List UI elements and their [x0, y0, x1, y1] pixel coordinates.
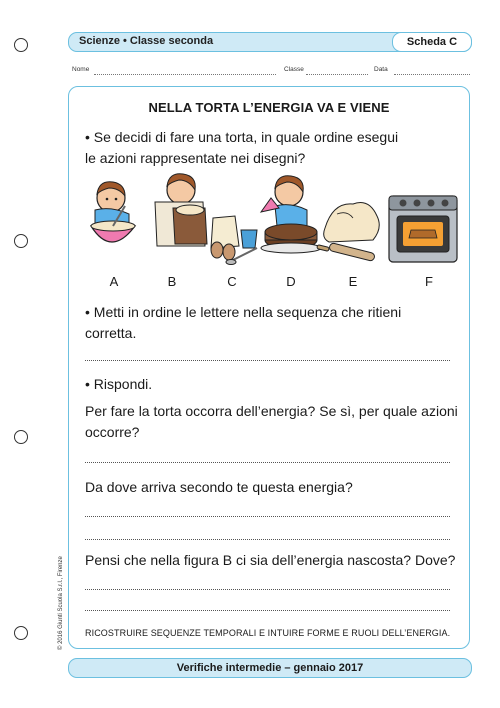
page-title: NELLA TORTA L’ENERGIA VA E VIENE: [148, 100, 390, 115]
answer-line-energy-actions[interactable]: [85, 462, 450, 463]
question-2-line-2: corretta.: [85, 325, 137, 341]
binder-hole: [14, 38, 28, 52]
answer-line-energy-source-2[interactable]: [85, 539, 450, 540]
question-3-3: Pensi che nella figura B ci sia dell’energia nascosta? Dove?: [85, 552, 456, 568]
answer-line-sequence[interactable]: [85, 360, 450, 361]
letter-a: A: [109, 274, 119, 289]
class-label: Classe: [284, 66, 304, 73]
dough-and-rolling-pin-icon: [317, 203, 380, 262]
binder-hole: [14, 626, 28, 640]
child-mixing-bowl-icon: [91, 182, 135, 242]
copyright-credit: © 2016 Giunti Scuola S.r.l., Firenze: [58, 556, 64, 650]
footer-bar: Verifiche intermedie – gennaio 2017: [68, 658, 472, 678]
letter-d: D: [286, 274, 296, 289]
date-field[interactable]: [394, 74, 470, 75]
student-fields: [72, 66, 472, 78]
question-3-1-line-2: occorre?: [85, 424, 140, 440]
question-2-line-1: • Metti in ordine le lettere nella sequenza che ritieni: [85, 304, 402, 320]
question-3-2: Da dove arriva secondo te questa energia?: [85, 479, 353, 495]
date-label: Data: [374, 66, 388, 73]
letter-c: C: [227, 274, 237, 289]
subject-label: Scienze • Classe seconda: [79, 35, 214, 47]
learning-objective-note: RICOSTRUIRE SEQUENZE TEMPORALI E INTUIRE FORME E RUOLI DELL’ENERGIA.: [85, 628, 451, 638]
card-label: Scheda C: [392, 32, 472, 52]
oven-icon: [389, 196, 457, 262]
answer-line-hidden-energy-1[interactable]: [85, 589, 450, 590]
letter-b: B: [167, 274, 177, 289]
name-label: Nome: [72, 66, 90, 73]
header-bar: [68, 32, 472, 52]
child-decorating-cake-icon: [261, 176, 321, 253]
illustration-strip: [85, 168, 465, 268]
question-3-1-line-1: Per fare la torta occorra dell’energia? Se sì, per quale azioni: [85, 403, 458, 419]
flour-bag-icon: [155, 174, 207, 246]
class-field[interactable]: [306, 74, 368, 75]
question-1-line-1: • Se decidi di fare una torta, in quale ordine esegui: [85, 129, 399, 145]
binder-hole: [14, 430, 28, 444]
name-field[interactable]: [94, 74, 276, 75]
answer-line-energy-source-1[interactable]: [85, 516, 450, 517]
letter-f: F: [425, 274, 433, 289]
question-3-1: [85, 401, 465, 443]
binder-hole: [14, 234, 28, 248]
question-1: [85, 127, 465, 169]
letter-e: E: [348, 274, 358, 289]
question-1-line-2: le azioni rappresentate nei disegni?: [85, 150, 306, 166]
answer-line-hidden-energy-2[interactable]: [85, 610, 450, 611]
image-letters: [85, 274, 465, 290]
question-2: [85, 302, 465, 344]
question-3-heading: • Rispondi.: [85, 376, 153, 392]
eggs-and-ingredients-icon: [211, 216, 257, 265]
